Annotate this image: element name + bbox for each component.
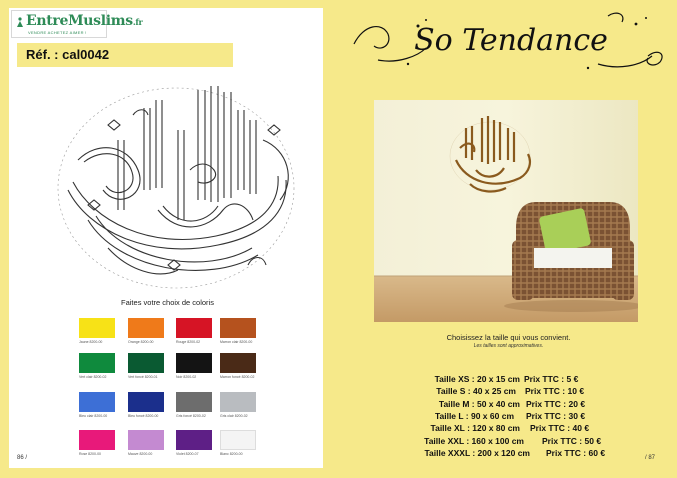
swatch-chip xyxy=(176,430,212,450)
swatch-label: Gris clair 8200-02 xyxy=(220,414,248,418)
color-swatch[interactable] xyxy=(79,318,115,344)
price-label: Prix TTC : 30 € xyxy=(526,410,586,421)
logo-figure-icon xyxy=(15,17,25,27)
swatch-chip xyxy=(176,353,212,373)
swatch-chip xyxy=(79,353,115,373)
swatch-label: Jaune 8200-00 xyxy=(79,340,103,344)
color-swatch[interactable] xyxy=(128,353,164,379)
logo-tagline: VENDRE ACHETEZ AIMER ! xyxy=(28,30,87,35)
page-number-right: / 87 xyxy=(645,455,656,461)
page-number-left: 86 / xyxy=(17,455,28,461)
color-swatch[interactable] xyxy=(128,318,164,344)
wicker-armchair xyxy=(504,202,638,312)
size-label: Taille XS : 20 x 15 cm xyxy=(434,374,520,384)
swatch-label: Mauve 8200-00 xyxy=(128,452,153,456)
swatch-chip xyxy=(176,392,212,412)
product-reference: Réf. : cal0042 xyxy=(26,47,110,62)
size-label: Taille M : 50 x 40 cm xyxy=(438,398,520,409)
swatch-label: Rouge 8200-02 xyxy=(176,340,201,344)
color-swatch[interactable] xyxy=(220,430,256,456)
price-label: Prix TTC : 5 € xyxy=(524,374,579,384)
color-swatch[interactable] xyxy=(220,353,256,379)
swatch-chip xyxy=(220,318,256,338)
color-swatch[interactable] xyxy=(79,392,115,418)
left-page xyxy=(0,0,335,478)
swirl-ornament-left xyxy=(354,27,389,48)
color-swatch[interactable] xyxy=(128,430,164,456)
swatch-label: Bleu foncé 8200-00 xyxy=(128,414,159,418)
swatch-label: Orange 8200-00 xyxy=(128,340,154,344)
swatch-chip xyxy=(128,318,164,338)
swatch-chip xyxy=(79,392,115,412)
swatch-chip xyxy=(220,353,256,373)
size-label: Taille XXL : 160 x 100 cm xyxy=(424,435,524,446)
price-label: Prix TTC : 40 € xyxy=(530,423,590,434)
color-swatch[interactable] xyxy=(79,353,115,379)
entremuslims-logo[interactable] xyxy=(11,10,143,38)
swatch-label: Blanc 8200-00 xyxy=(220,452,243,456)
swatch-label: Gris foncé 8200-02 xyxy=(176,414,206,418)
so-tendance-title xyxy=(348,4,674,76)
color-swatch[interactable] xyxy=(128,392,164,418)
color-swatch[interactable] xyxy=(79,430,115,456)
color-swatch[interactable] xyxy=(176,392,212,418)
color-swatch[interactable] xyxy=(176,430,212,456)
swatch-chip xyxy=(220,392,256,412)
size-label: Taille XL : 120 x 80 cm xyxy=(430,423,520,434)
swatch-label: Bleu clair 8200-00 xyxy=(79,414,108,418)
price-label: Prix TTC : 10 € xyxy=(525,386,585,397)
price-label: Prix TTC : 50 € xyxy=(542,435,602,446)
color-swatch[interactable] xyxy=(176,318,212,344)
swatch-label: Violet 8200-07 xyxy=(176,452,199,456)
swatch-chip xyxy=(176,318,212,338)
swatch-label: Marron clair 8200-00 xyxy=(220,340,253,344)
swatch-label: Noir 8200-02 xyxy=(176,375,197,379)
swatch-label: Rose 8200-00 xyxy=(79,452,101,456)
swatch-chip xyxy=(220,430,256,450)
calligraphy-outline-illustration xyxy=(48,70,308,295)
swatch-chip xyxy=(79,318,115,338)
colors-title: Faites votre choix de coloris xyxy=(121,298,214,307)
title-text: So Tendance xyxy=(414,23,608,58)
swatch-label: Marron foncé 8200-02 xyxy=(220,375,255,379)
size-label: Taille XXXL : 200 x 120 cm xyxy=(424,447,530,458)
color-swatch[interactable] xyxy=(176,353,212,379)
swatch-chip xyxy=(128,430,164,450)
choose-size-text: Choisissez la taille qui vous convient. xyxy=(446,333,571,342)
product-photo xyxy=(374,100,638,322)
logo-name: EntreMuslims.fr xyxy=(26,13,143,29)
swatch-chip xyxy=(128,392,164,412)
swatch-chip xyxy=(79,430,115,450)
reference-banner xyxy=(17,43,233,67)
swatch-label: Vert foncé 8200-01 xyxy=(128,375,158,379)
approx-size-note: Les tailles sont approximatives. xyxy=(473,343,544,349)
color-swatch[interactable] xyxy=(220,392,256,418)
right-page xyxy=(340,0,677,478)
size-label: Taille L : 90 x 60 cm xyxy=(434,410,514,421)
swatch-chip xyxy=(128,353,164,373)
color-swatch[interactable] xyxy=(220,318,256,344)
size-label: Taille S : 40 x 25 cm xyxy=(436,386,516,397)
swatch-label: Vert clair 8200-02 xyxy=(79,375,107,379)
price-label: Prix TTC : 60 € xyxy=(546,447,606,458)
price-label: Prix TTC : 20 € xyxy=(526,398,586,409)
